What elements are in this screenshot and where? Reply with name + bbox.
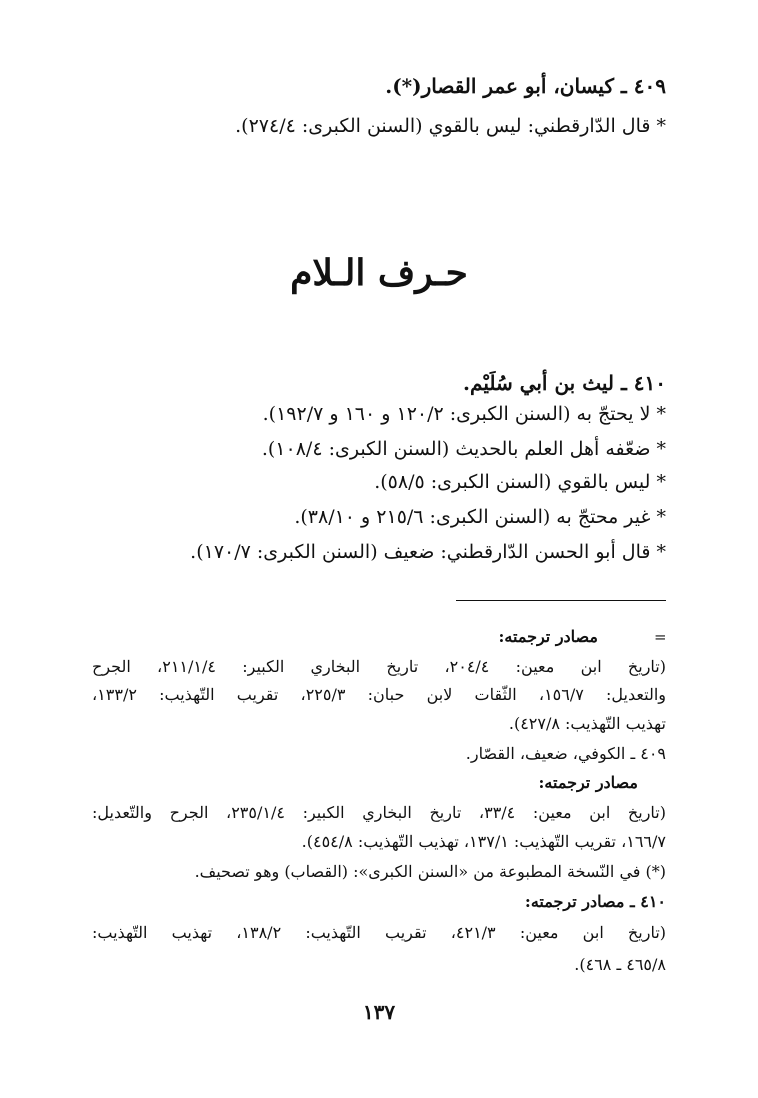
footnote-line-2: (تاريخ ابن معين: ٢٠٤/٤، تاريخ البخاري الكبير: ٢١١/١/٤، الجرح: [92, 657, 666, 676]
footnote-line-10: ٤١٠ ـ مصادر ترجمته:: [524, 892, 666, 911]
entry-410-line-5: * قال أبو الحسن الدّارقطني: ضعيف (السنن الكبرى: ١٧٠/٧).: [190, 541, 666, 563]
footnote-line-7: (تاريخ ابن معين: ٣٣/٤، تاريخ البخاري الكبير: ٢٣٥/١/٤، الجرح والتّعديل:: [92, 803, 666, 822]
footnote-line-1: مصادر ترجمته:: [498, 627, 598, 646]
entry-410-line-2: * ضعّفه أهل العلم بالحديث (السنن الكبرى: ١٠٨/٤).: [261, 438, 666, 460]
footnote-separator: [456, 600, 666, 601]
page-number: ١٣٧: [362, 1000, 396, 1024]
entry-409-line-1: * قال الدّارقطني: ليس بالقوي (السنن الكبرى: ٢٧٤/٤).: [235, 115, 666, 137]
footnote-line-5: ٤٠٩ ـ الكوفي، ضعيف، القصّار.: [465, 744, 666, 763]
footnote-line-4: تهذيب التّهذيب: ٤٢٧/٨).: [508, 714, 666, 733]
entry-409-heading: ٤٠٩ ـ كيسان، أبو عمر القصار(*).: [385, 74, 666, 98]
entry-410-line-3: * ليس بالقوي (السنن الكبرى: ٥٨/٥).: [374, 471, 666, 493]
footnote-line-6: مصادر ترجمته:: [538, 773, 638, 792]
footnote-line-8: ١٦٦/٧، تقريب التّهذيب: ١٣٧/١، تهذيب التّهذيب: ٤٥٤/٨).: [301, 832, 666, 851]
footnote-line-11: (تاريخ ابن معين: ٤٢١/٣، تقريب التّهذيب: ١٣٨/٢، تهذيب التّهذيب:: [92, 923, 667, 942]
entry-410-line-1: * لا يحتجّ به (السنن الكبرى: ١٢٠/٢ و ١٦٠ و ١٩٢/٧).: [262, 403, 666, 425]
chapter-title: حـرف الـلام: [290, 252, 468, 294]
footnote-line-9: (*) في النّسخة المطبوعة من «السنن الكبرى»: (القصاب) وهو تصحيف.: [194, 862, 666, 881]
continuation-mark: =: [654, 628, 667, 646]
footnote-line-3: والتعديل: ١٥٦/٧، الثّقات لابن حبان: ٢٢٥/٣، تقريب التّهذيب: ١٣٣/٢،: [92, 685, 666, 704]
entry-410-line-4: * غير محتجّ به (السنن الكبرى: ٢١٥/٦ و ٣٨/١٠).: [294, 506, 666, 528]
entry-410-heading: ٤١٠ ـ ليث بن أبي سُلَيْم.: [463, 371, 666, 395]
footnote-line-12: ٤٦٥/٨ ـ ٤٦٨).: [574, 955, 666, 974]
